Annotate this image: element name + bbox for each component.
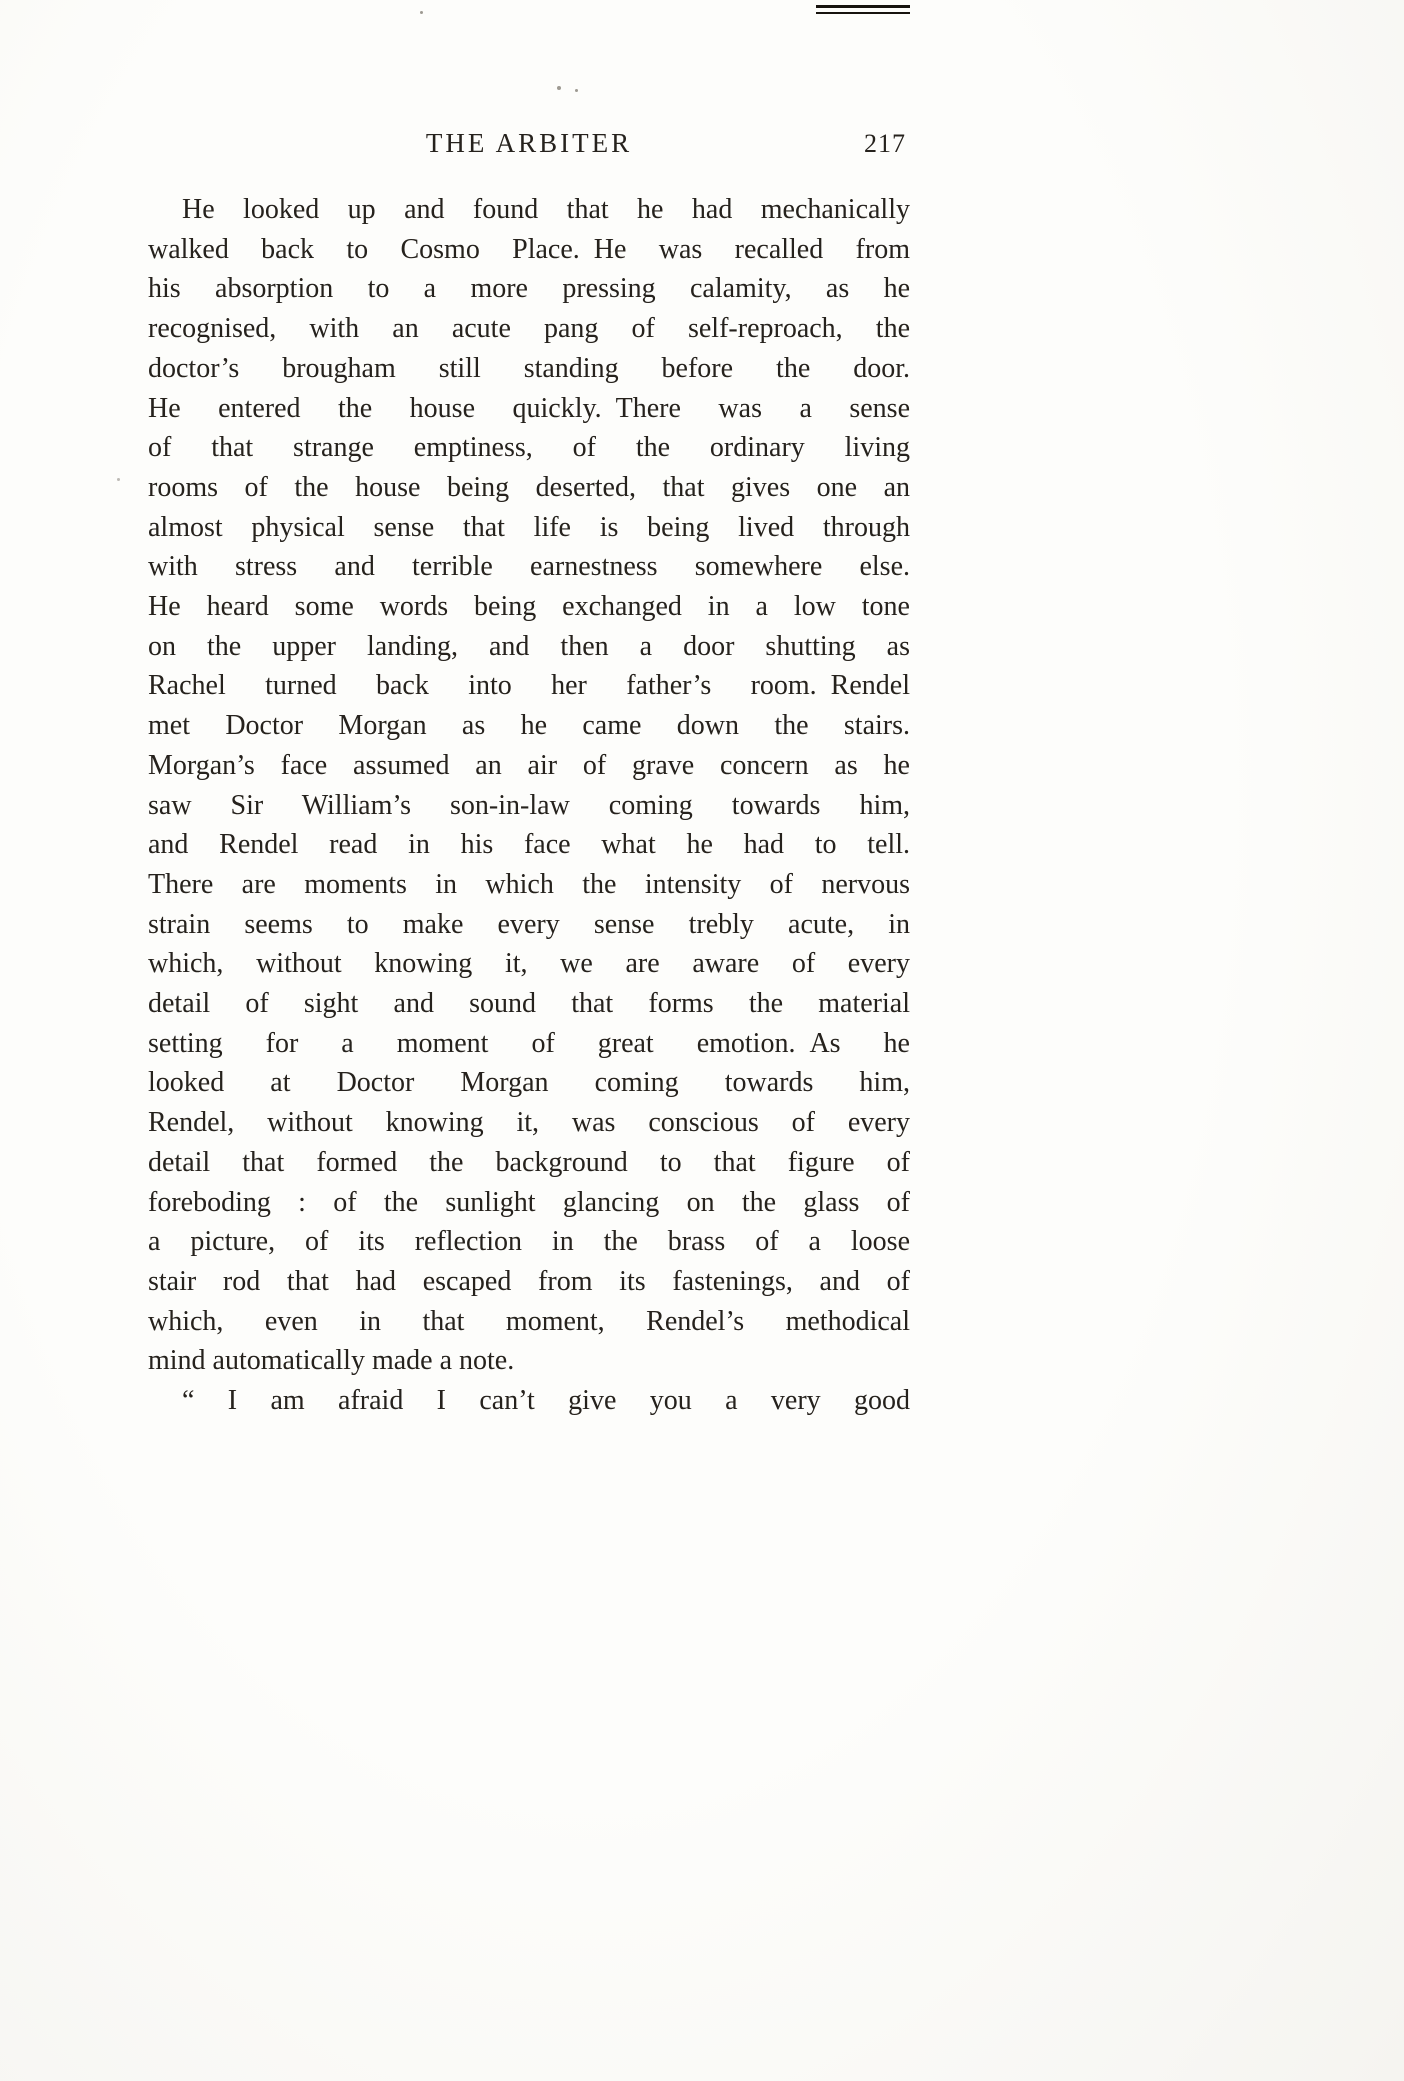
text-line: which, without knowing it, we are aware of every bbox=[148, 948, 910, 980]
text-line: saw Sir William’s son-in-law coming towards him, bbox=[148, 789, 910, 821]
text-line: He entered the house quickly. There was a sense bbox=[148, 392, 910, 424]
text-line: of that strange emptiness, of the ordinary living bbox=[148, 432, 910, 464]
text-line: He looked up and found that he had mechanically bbox=[182, 194, 910, 225]
text-line: which, even in that moment, Rendel’s methodical bbox=[148, 1305, 910, 1337]
text-line: looked at Doctor Morgan coming towards him, bbox=[148, 1067, 910, 1099]
scan-artifact-lines bbox=[816, 5, 910, 14]
text-line: almost physical sense that life is being lived through bbox=[148, 511, 910, 543]
paragraph bbox=[148, 1381, 910, 1421]
text-line: detail of sight and sound that forms the material bbox=[148, 988, 910, 1020]
running-title: THE ARBITER bbox=[425, 128, 633, 158]
text-line: met Doctor Morgan as he came down the stairs. bbox=[148, 710, 910, 742]
text-line: on the upper landing, and then a door shutting as bbox=[148, 630, 910, 662]
scan-speck bbox=[557, 86, 561, 90]
text-line: his absorption to a more pressing calamity, as he bbox=[148, 273, 910, 305]
text-line: There are moments in which the intensity of nervous bbox=[148, 868, 910, 900]
text-line: Rendel, without knowing it, was conscious of every bbox=[148, 1107, 910, 1139]
page-text bbox=[148, 190, 910, 1421]
text-line: recognised, with an acute pang of self-reproach, the bbox=[148, 313, 910, 345]
text-line: doctor’s brougham still standing before the door. bbox=[148, 352, 910, 384]
text-line: stair rod that had escaped from its fastenings, and of bbox=[148, 1265, 910, 1297]
text-line: walked back to Cosmo Place. He was recalled from bbox=[148, 233, 910, 265]
text-line: with stress and terrible earnestness somewhere else. bbox=[148, 551, 910, 583]
text-line: strain seems to make every sense trebly acute, in bbox=[148, 908, 910, 940]
text-line: rooms of the house being deserted, that gives one an bbox=[148, 471, 910, 503]
text-line: a picture, of its reflection in the brass of a loose bbox=[148, 1226, 910, 1258]
text-line: and Rendel read in his face what he had to tell. bbox=[148, 829, 910, 861]
text-line: setting for a moment of great emotion. As he bbox=[148, 1027, 910, 1059]
page-number: 217 bbox=[864, 129, 906, 158]
text-line: Morgan’s face assumed an air of grave concern as he bbox=[148, 749, 910, 781]
text-line: foreboding : of the sunlight glancing on the glass of bbox=[148, 1186, 910, 1218]
text-line: He heard some words being exchanged in a low tone bbox=[148, 591, 910, 623]
text-line: detail that formed the background to that figure of bbox=[148, 1146, 910, 1178]
page-content bbox=[148, 128, 910, 1421]
scan-speck bbox=[575, 89, 578, 92]
scan-speck bbox=[420, 11, 423, 14]
paragraph bbox=[148, 190, 910, 1381]
text-line: mind automatically made a note. bbox=[148, 1345, 515, 1377]
text-line: “ I am afraid I can’t give you a very good bbox=[182, 1385, 910, 1417]
scan-speck bbox=[117, 478, 120, 481]
page-header bbox=[148, 128, 910, 170]
text-line: Rachel turned back into her father’s room. Rendel bbox=[148, 670, 910, 702]
